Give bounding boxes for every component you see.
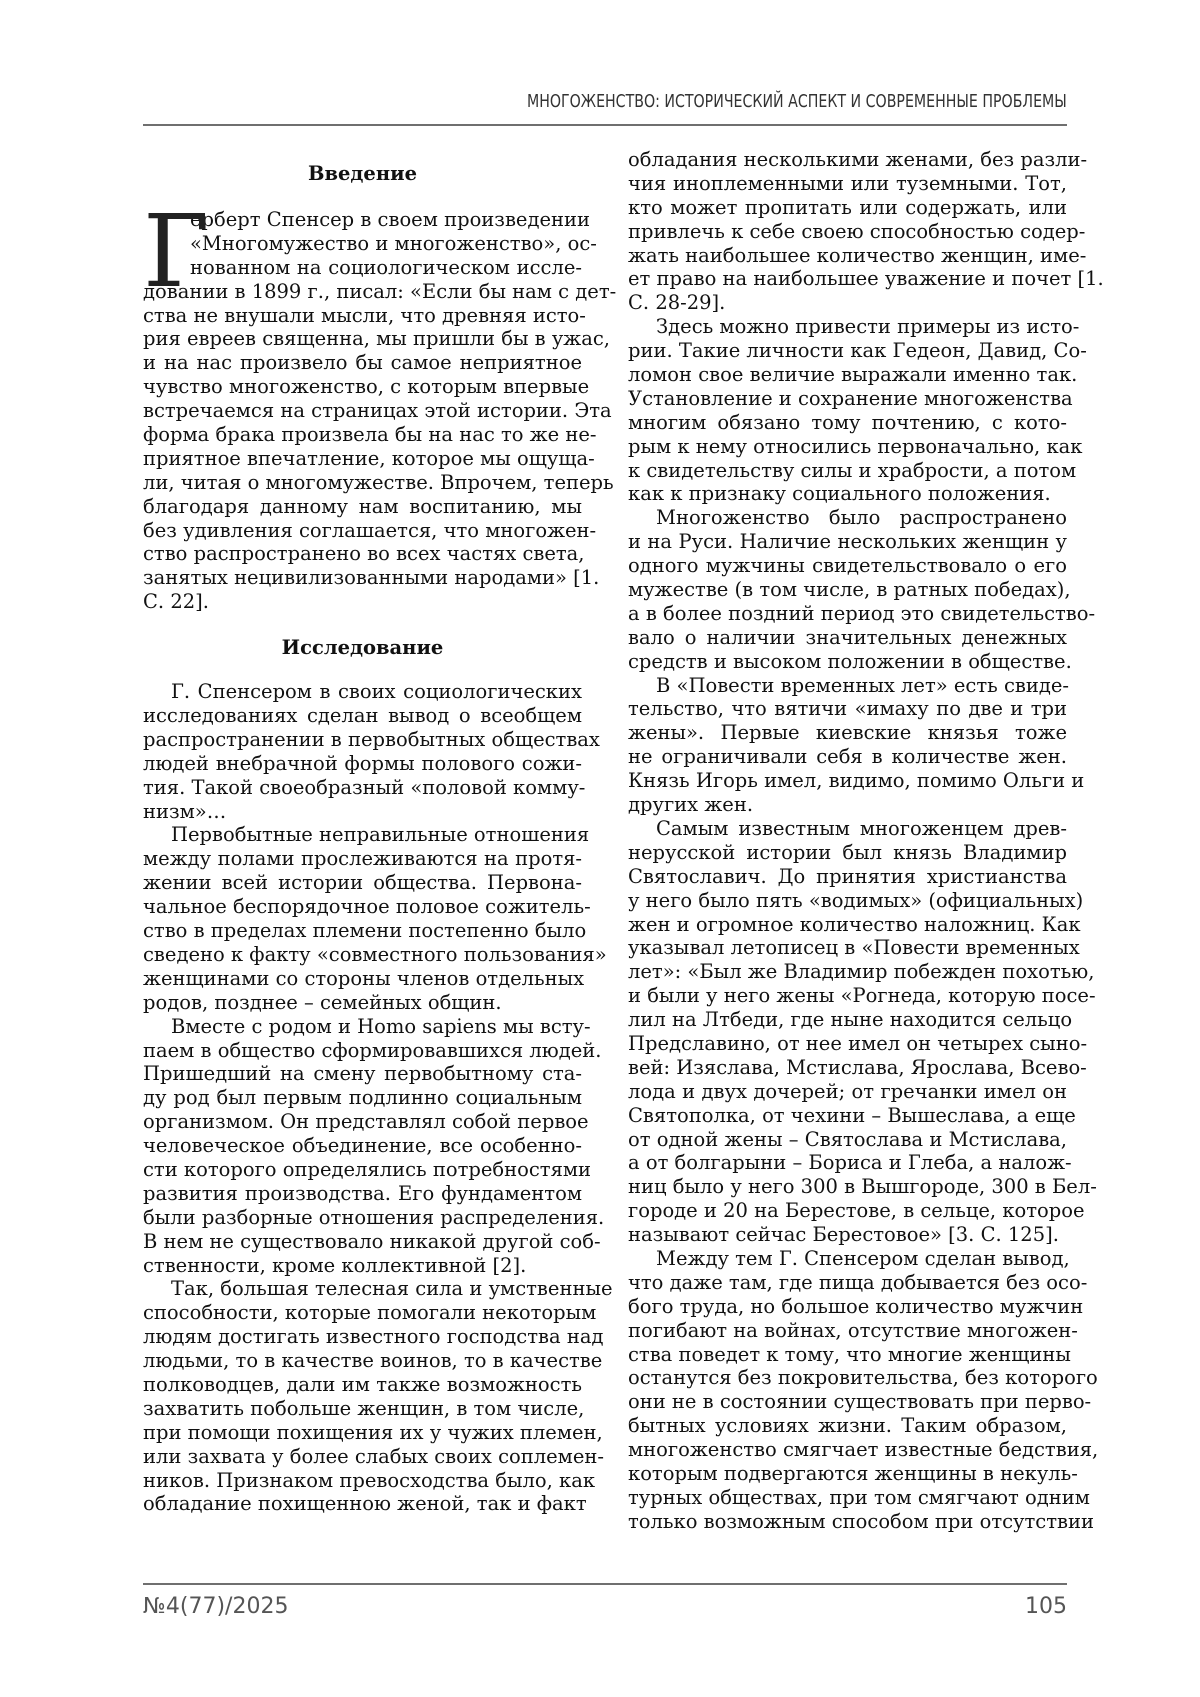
text-line: тия. Такой своеобразный «половой комму- <box>143 775 586 799</box>
text-line: Первобытные неправильные отношения <box>171 823 590 847</box>
footer-rule <box>143 1583 1067 1585</box>
text-line: нованном на социологическом иссле- <box>190 255 582 279</box>
text-line: С. 22]. <box>143 590 209 614</box>
text-line: лет»: «Был же Владимир побежден похотью, <box>628 960 1095 984</box>
left-column <box>143 152 617 1516</box>
text-line: у него было пять «водимых» (официальных) <box>628 888 1084 912</box>
text-line: способности, которые помогали некоторым <box>143 1301 597 1325</box>
text-line: которым подвергаются женщины в некуль- <box>628 1461 1078 1485</box>
text-line: ников. Признаком превосходства было, как <box>143 1468 596 1492</box>
text-line: форма брака произвела бы на нас то же не- <box>143 423 597 447</box>
text-line: Предславино, от нее имел он четырех сыно- <box>628 1031 1088 1055</box>
text-line: ства поведет к тому, что многие женщины <box>628 1342 1071 1366</box>
text-line: человеческое объединение, все особенно- <box>143 1134 582 1158</box>
text-line: рым к нему относились первоначально, как <box>628 434 1083 458</box>
text-line: чальное беспорядочное половое сожитель- <box>143 895 591 919</box>
running-title: МНОГОЖЕНСТВО: ИСТОРИЧЕСКИЙ АСПЕКТ И СОВРЕМЕННЫЕ ПРОБЛЕМЫ <box>527 92 1067 112</box>
right-column <box>628 148 1104 1534</box>
text-line: или захвата у более слабых своих соплемен- <box>143 1444 604 1468</box>
text-line: Г. Спенсером в своих социологических <box>171 680 582 704</box>
text-line: городе и 20 на Берестове, в сельце, которое <box>628 1199 1085 1223</box>
text-line: обладания несколькими женами, без разли- <box>628 148 1088 171</box>
text-line: полководцев, дали им также возможность <box>143 1372 582 1396</box>
text-line: вей: Изяслава, Мстислава, Ярослава, Всево- <box>628 1055 1087 1079</box>
text-line: организмом. Он представлял собой первое <box>143 1110 589 1134</box>
text-line: С. 28-29]. <box>628 291 726 315</box>
text-line: ду род был первым подлинно социальным <box>143 1086 582 1110</box>
text-line: и были у него жены «Рогнеда, которую посе- <box>628 984 1096 1008</box>
text-line: приятное впечатление, которое мы ощуща- <box>143 446 595 470</box>
text-line: ниц было у него 300 в Вышгороде, 300 в Бел- <box>628 1175 1097 1199</box>
text-line: Пришедший на смену первобытному ста- <box>143 1062 582 1086</box>
text-line: что даже там, где пища добывается без осо- <box>628 1270 1088 1294</box>
text-line: многоженство смягчает известные бедствия, <box>628 1438 1099 1462</box>
text-line: жать наибольшее количество женщин, име- <box>628 243 1087 267</box>
text-line: они не в состоянии существовать при перво- <box>628 1390 1092 1414</box>
text-line: жен и огромное количество наложниц. Как <box>628 912 1081 936</box>
issue-number: №4(77)/2025 <box>143 1594 289 1619</box>
text-line: останутся без покровительства, без которого <box>628 1366 1098 1390</box>
intro-lines <box>143 279 617 614</box>
text-line: Установление и сохранение многоженства <box>628 386 1073 410</box>
text-line: ство распространено во всех частях света, <box>143 542 585 566</box>
text-line: «Многомужество и многоженство», ос- <box>190 231 597 255</box>
paragraph <box>143 680 600 823</box>
text-line: и на Руси. Наличие нескольких женщин у <box>628 530 1067 554</box>
drop-cap: Г <box>143 193 210 310</box>
intro-paragraph <box>143 193 617 614</box>
text-line: указывал летописец в «Повести временных <box>628 936 1080 960</box>
text-line: погибают на войнах, отсутствие многожен- <box>628 1318 1078 1342</box>
text-line: жены». Первые киевские князья тоже <box>628 721 1067 745</box>
text-line: благодаря данному нам воспитанию, мы <box>143 494 582 518</box>
text-line: исследованиях сделан вывод о всеобщем <box>143 704 582 728</box>
text-line: Между тем Г. Спенсером сделан вывод, <box>656 1246 1070 1270</box>
text-line: лил на Лтбеди, где ныне находится сельцо <box>628 1008 1073 1032</box>
text-line: ственности, кроме коллективной [2]. <box>143 1253 527 1277</box>
text-line: лода и двух дочерей; от гречанки имел он <box>628 1079 1067 1103</box>
header-rule <box>143 124 1067 126</box>
text-line: а от болгарыни – Бориса и Глеба, а налож- <box>628 1151 1072 1175</box>
text-line: привлечь к себе своею способностью содер- <box>628 219 1086 243</box>
text-line: чия иноплеменными или туземными. Тот, <box>628 171 1067 195</box>
paragraph <box>628 673 1085 817</box>
text-line: довании в 1899 г., писал: «Если бы нам с дет- <box>143 279 617 303</box>
text-line: рия евреев священна, мы пришли бы в ужас, <box>143 327 610 351</box>
text-line: чувство многоженство, с которым впервые <box>143 375 590 399</box>
text-line: людям достигать известного господства над <box>143 1325 604 1349</box>
text-line: Здесь можно привести примеры из исто- <box>656 315 1080 339</box>
text-line: турных обществах, при том смягчают одним <box>628 1485 1090 1509</box>
text-line: многим обязано тому почтению, с кото- <box>628 410 1067 434</box>
heading-research: Исследование <box>281 636 444 660</box>
text-line: одного мужчины свидетельствовало о его <box>628 554 1067 578</box>
paragraph <box>628 1246 1099 1534</box>
text-line: как к признаку социального положения. <box>628 482 1051 506</box>
paragraph <box>628 315 1087 506</box>
text-line: обладание похищенною женой, так и факт <box>143 1492 587 1516</box>
paragraph <box>628 816 1097 1247</box>
text-line: не ограничивали себя в количестве жен. <box>628 745 1067 769</box>
text-line: Самым известным многоженцем древ- <box>656 816 1067 840</box>
text-line: кто может пропитать или содержать, или <box>628 195 1067 219</box>
text-line: называют сейчас Берестовое» [3. С. 125]. <box>628 1223 1059 1247</box>
text-line: мужестве (в том числе, в ратных победах), <box>628 578 1071 602</box>
text-line: были разборные отношения распределения. <box>143 1205 605 1229</box>
text-line: захватить побольше женщин, в том числе, <box>143 1396 585 1420</box>
text-line: ства не внушали мысли, что древняя исто- <box>143 303 586 327</box>
text-line: ет право на наибольшее уважение и почет [1. <box>628 267 1104 291</box>
text-line: сведено к факту «совместного пользования» <box>143 942 607 966</box>
page-number: 105 <box>1025 1594 1067 1619</box>
text-line: ломон свое величие выражали именно так. <box>628 363 1078 387</box>
text-line: встречаемся на страницах этой истории. Эта <box>143 399 612 423</box>
text-line: В нем не существовало никакой другой соб- <box>143 1229 601 1253</box>
text-line: Так, большая телесная сила и умственные <box>171 1277 613 1301</box>
text-line: ство в пределах племени постепенно было <box>143 919 587 943</box>
text-line: сти которого определялись потребностями <box>143 1157 592 1181</box>
text-line: В «Повести временных лет» есть свиде- <box>656 673 1069 697</box>
paragraph <box>628 148 1104 315</box>
text-line: бого труда, но большое количество мужчин <box>628 1294 1084 1318</box>
text-line: низм»… <box>143 799 227 823</box>
text-line: нерусской истории был князь Владимир <box>628 840 1067 864</box>
text-line: Многоженство было распространено <box>656 506 1067 530</box>
text-line: между полами прослеживаются на протя- <box>143 847 582 871</box>
text-line: рии. Такие личности как Гедеон, Давид, Со- <box>628 339 1087 363</box>
text-line: распространении в первобытных обществах <box>143 727 600 751</box>
text-line: средств и высоком положении в обществе. <box>628 649 1072 673</box>
text-line: женщинами со стороны членов отдельных <box>143 966 585 990</box>
text-line: занятых нецивилизованными народами» [1. <box>143 566 600 590</box>
text-line: и на нас произвело бы самое неприятное <box>143 351 582 375</box>
text-line: ерберт Спенсер в своем произведении <box>190 208 590 231</box>
paragraph <box>143 823 607 1014</box>
text-line: к свидетельству силы и храбрости, а потом <box>628 458 1077 482</box>
text-line: родов, позднее – семейных общин. <box>143 990 502 1014</box>
text-line: Князь Игорь имел, видимо, помимо Ольги и <box>628 769 1085 793</box>
text-line: при помощи похищения их у чужих племен, <box>143 1420 603 1444</box>
paragraph <box>628 506 1096 673</box>
text-line: вало о наличии значительных денежных <box>628 625 1067 649</box>
text-line: людьми, то в качестве воинов, то в качестве <box>143 1349 603 1373</box>
text-line: жении всей истории общества. Первона- <box>143 871 582 895</box>
paragraph <box>143 1277 613 1516</box>
text-line: от одной жены – Святослава и Мстислава, <box>628 1127 1067 1151</box>
text-line: Святославич. До принятия христианства <box>628 864 1067 888</box>
text-line: ли, читая о многомужестве. Впрочем, теперь <box>143 470 614 494</box>
text-line: других жен. <box>628 793 754 817</box>
text-line: Святополка, от чехини – Вышеслава, а еще <box>628 1103 1076 1127</box>
paragraph <box>143 1014 605 1278</box>
text-line: развития производства. Его фундаментом <box>143 1181 582 1205</box>
text-line: Вместе с родом и Homo sapiens мы всту- <box>171 1014 591 1038</box>
text-line: без удивления соглашается, что многожен- <box>143 518 597 542</box>
text-line: а в более поздний период это свидетельство- <box>628 601 1096 625</box>
text-line: людей внебрачной формы полового сожи- <box>143 751 582 775</box>
text-line: паем в общество сформировавшихся людей. <box>143 1038 602 1062</box>
text-line: бытных условиях жизни. Таким образом, <box>628 1414 1067 1438</box>
text-line: тельство, что вятичи «имаху по две и три <box>628 697 1067 721</box>
text-line: только возможным способом при отсутствии <box>628 1509 1094 1533</box>
heading-introduction: Введение <box>308 162 417 185</box>
